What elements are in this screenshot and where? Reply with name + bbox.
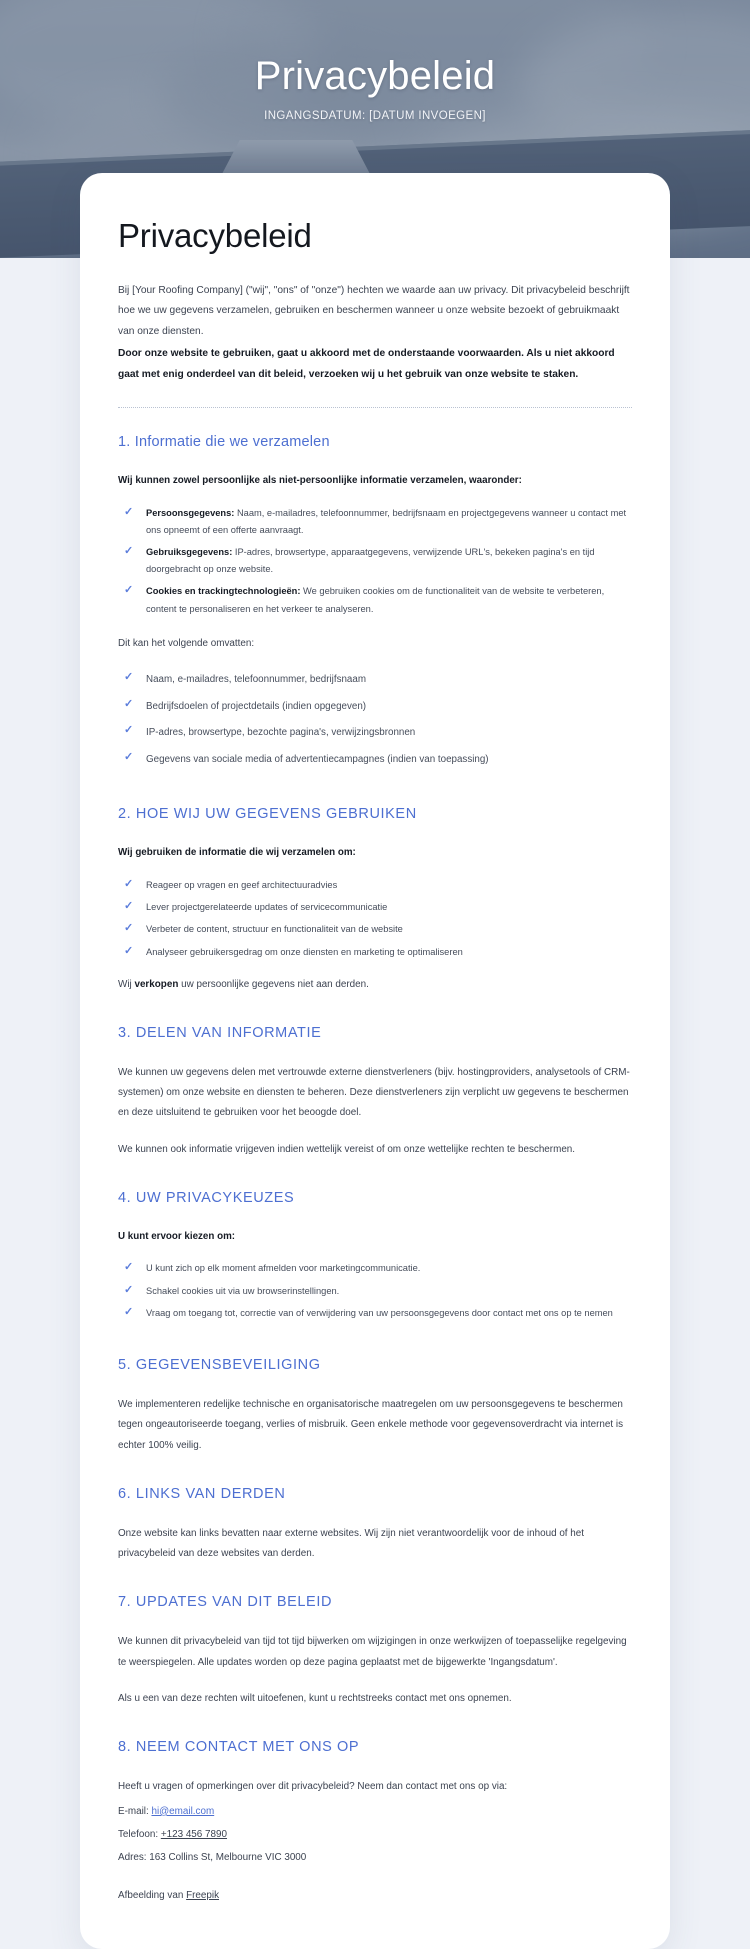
list-item-text: Naam, e-mailadres, telefoonnummer, bedrijfsnaam en projectgegevens wanneer u contact met ons opneemt of een offerte aanvraagt. [146,507,627,535]
check-icon: ✓ [124,944,134,957]
intro-paragraph-2: Door onze website te gebruiken, gaat u akkoord met de onderstaande voorwaarden. Als u niet akkoord gaat met enig onderdeel van dit beleid, verzoeken wij u het gebruik van onze website te staken. [118,348,615,380]
policy-card [80,173,670,1949]
section-1-detail-list [124,505,632,618]
check-icon: ✓ [124,671,134,684]
intro-paragraph-1: Bij [Your Roofing Company] ("wij", "ons" of "onze") hechten we waarde aan uw privacy. Dit privacybeleid beschrijft hoe we uw gegevens verzamelen, gebruiken en beschermen wanneer u onze website bezoekt of gebruikmaakt van onze diensten. [118,285,630,337]
phone-label: Telefoon: [118,1828,161,1840]
list-item [124,1305,632,1322]
list-item [124,544,632,578]
list-item-text: U kunt zich op elk moment afmelden voor marketingcommunicatie. [146,1263,421,1274]
list-item [124,1283,632,1300]
list-item-label: Gebruiksgegevens: [146,547,233,558]
note-pre: Wij [118,978,135,990]
section-3 [118,1025,632,1160]
section-7 [118,1594,632,1709]
address-value: 163 Collins St, Melbourne VIC 3000 [149,1852,307,1864]
contact-phone-line [118,1825,632,1844]
address-label: Adres: [118,1852,150,1864]
spacer [118,1327,632,1353]
list-item-text: Verbeter de content, structuur en functionaliteit van de website [146,924,403,935]
section-1 [118,434,632,769]
note-post: uw persoonlijke gegevens niet aan derden. [178,978,369,990]
section-4-lead: U kunt ervoor kiezen om: [118,1230,236,1242]
hero-effective-date: INGANGSDATUM: [DATUM INVOEGEN] [264,110,486,122]
section-1-simple-list [124,670,632,769]
list-item [124,505,632,539]
list-item-text: IP-adres, browsertype, bezochte pagina's, verwijzingsbronnen [146,727,416,739]
spacer [118,654,632,670]
list-item [124,944,632,961]
check-icon: ✓ [124,750,134,763]
list-item [124,750,632,770]
section-2-heading: 2. HOE WIJ UW GEGEVENS GEBRUIKEN [118,806,417,823]
spacer [118,995,632,1021]
check-icon: ✓ [124,505,134,518]
section-8-heading: 8. NEEM CONTACT MET ONS OP [118,1739,360,1756]
spacer [118,1456,632,1482]
check-icon: ✓ [124,584,134,597]
check-icon: ✓ [124,878,134,891]
section-2-note [118,975,632,995]
section-8-paragraph-1: Heeft u vragen of opmerkingen over dit privacybeleid? Neem dan contact met ons op via: [118,1781,508,1793]
list-item-label: Cookies en trackingtechnologieën: [146,586,301,597]
email-link[interactable]: hi@email.com [151,1805,215,1817]
list-item-text: Vraag om toegang tot, correctie van of verwijdering van uw persoonsgegevens door contact met ons op te nemen [146,1307,613,1318]
spacer [118,776,632,802]
check-icon: ✓ [124,1283,134,1296]
spacer [118,1564,632,1590]
email-label: E-mail: [118,1805,152,1817]
list-item [124,723,632,743]
section-4-heading: 4. UW PRIVACYKEUZES [118,1189,295,1206]
section-7-paragraph-1: We kunnen dit privacybeleid van tijd tot tijd bijwerken om wijzigingen in onze werkwijzen of toepasselijke regelgeving te weerspiegelen. Alle updates worden op deze pagina geplaatst met de bijgewerkte 'Ingangsdatum'. [118,1636,627,1668]
list-item [124,921,632,938]
section-5-heading: 5. GEGEVENSBEVEILIGING [118,1356,321,1373]
list-item-text: Analyseer gebruikersgedrag om onze diensten en marketing te optimaliseren [146,946,463,957]
check-icon: ✓ [124,697,134,710]
section-7-paragraph-2: Als u een van deze rechten wilt uitoefenen, kunt u rechtstreeks contact met ons opnemen. [118,1693,512,1705]
image-credit [118,1890,632,1901]
section-3-heading: 3. DELEN VAN INFORMATIE [118,1024,322,1041]
section-7-heading: 7. UPDATES VAN DIT BELEID [118,1594,333,1611]
list-item-text: Schakel cookies uit via uw browserinstellingen. [146,1285,340,1296]
check-icon: ✓ [124,545,134,558]
spacer [118,1160,632,1186]
list-item [124,1260,632,1277]
list-item [124,697,632,717]
credit-label: Afbeelding van [118,1889,187,1901]
section-2 [118,806,632,994]
list-item [124,899,632,916]
section-4-list [124,1260,632,1322]
list-item-text: Gegevens van sociale media of advertentiecampagnes (indien van toepassing) [146,753,489,765]
section-4 [118,1190,632,1322]
list-item-text: Lever projectgerelateerde updates of servicecommunicatie [146,902,388,913]
section-2-lead: Wij gebruiken de informatie die wij verzamelen om: [118,847,356,859]
check-icon: ✓ [124,1305,134,1318]
list-item-text: Bedrijfsdoelen of projectdetails (indien opgegeven) [146,700,367,712]
section-8 [118,1739,632,1900]
freepik-link[interactable]: Freepik [186,1889,220,1901]
list-item-text: We gebruiken cookies om de functionaliteit van de website te verbeteren, content te personaliseren en het verkeer te analyseren. [146,586,605,614]
check-icon: ✓ [124,724,134,737]
spacer [118,1709,632,1735]
section-1-sub-lead: Dit kan het volgende omvatten: [118,637,255,649]
section-2-list [124,877,632,961]
contact-address-line [118,1848,632,1867]
list-item-text: IP-adres, browsertype, apparaatgegevens, verwijzende URL's, bekeken pagina's en tijd doorgebracht op onze website. [146,547,595,575]
section-6-heading: 6. LINKS VAN DERDEN [118,1485,286,1502]
note-emphasis: verkopen [134,978,179,990]
phone-link[interactable]: +123 456 7890 [160,1828,228,1840]
check-icon: ✓ [124,1261,134,1274]
section-1-heading: 1. Informatie die we verzamelen [118,434,330,451]
list-item-label: Persoonsgegevens: [146,507,235,518]
section-6-paragraph-1: Onze website kan links bevatten naar externe websites. Wij zijn niet verantwoordelijk voor de inhoud of het privacybeleid van deze websites van derden. [118,1527,585,1560]
check-icon: ✓ [124,900,134,913]
hero-title: Privacybeleid [254,54,496,98]
section-3-paragraph-1: We kunnen uw gegevens delen met vertrouwde externe dienstverleners (bijv. hostingproviders, analysetools of CRM-systemen) om onze website en diensten te beheren. Deze dienstverleners zijn verplicht uw gegevens te beschermen en deze uitsluitend te gebruiken voor het beoogde doel. [118,1066,630,1119]
list-item [124,583,632,617]
section-5-paragraph-1: We implementeren redelijke technische en organisatorische maatregelen om uw persoonsgegevens te beschermen tegen ongeautoriseerde toegang, verlies of misbruik. Geen enkele methode voor gegevensoverdracht via internet is echter 100% veilig. [118,1398,624,1451]
section-3-paragraph-2: We kunnen ook informatie vrijgeven indien wettelijk vereist of om onze wettelijke rechten te beschermen. [118,1143,576,1155]
section-6 [118,1486,632,1565]
check-icon: ✓ [124,922,134,935]
section-5 [118,1357,632,1456]
list-item-text: Naam, e-mailadres, telefoonnummer, bedrijfsnaam [146,674,366,686]
list-item [124,670,632,690]
dotted-divider [118,407,632,408]
list-item-text: Reageer op vragen en geef architectuuradvies [146,880,338,891]
page-title: Privacybeleid [118,217,312,254]
list-item [124,877,632,894]
section-1-lead: Wij kunnen zowel persoonlijke als niet-persoonlijke informatie verzamelen, waaronder: [118,475,522,487]
contact-email-line [118,1802,632,1821]
